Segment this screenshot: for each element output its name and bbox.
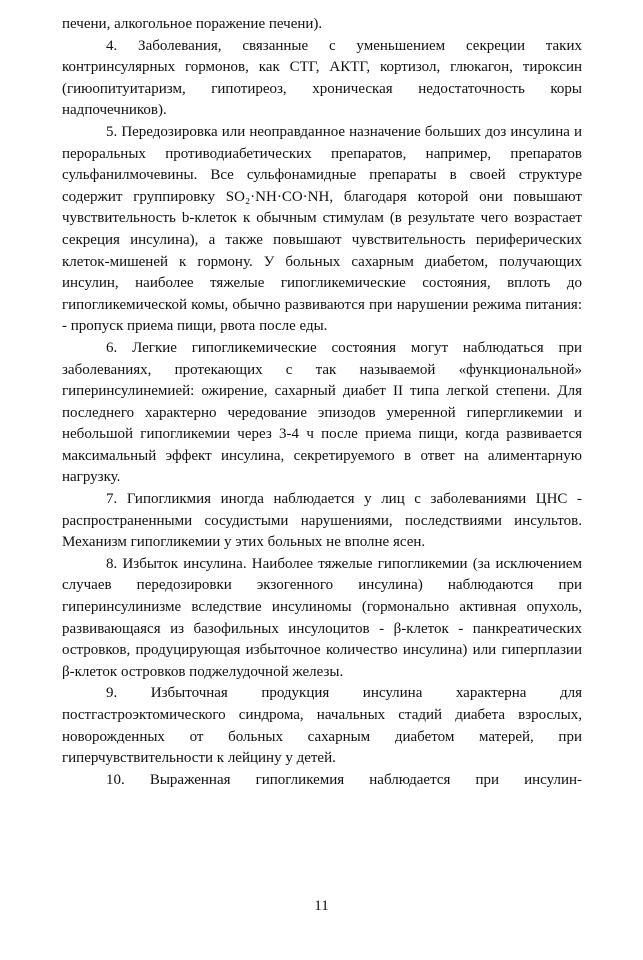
paragraph-item-7: 7. Гипогликмия иногда наблюдается у лиц с заболеваниями ЦНС - распространенными сосудистыми нарушениями, последствиями инсультов. Механизм гипогликемии у этих больных не вполне ясен. <box>62 491 582 551</box>
paragraph-item-9: 9. Избыточная продукция инсулина характерна для постгастроэктомического синдрома, начальных стадий диабета взрослых, новорожденных от больных сахарным диабетом матерей, при гиперчувствительности к лейцину у детей. <box>62 685 582 767</box>
paragraph-item-8: 8. Избыток инсулина. Наиболее тяжелые гипогликемии (за исключением случаев передозировки экзогенного инсулина) наблюдаются при гиперинсулинизме вследствие инсулиномы (гормонально активная опухоль, развивающаяся из базофильных инсулоцитов - β-клеток - панкреатических островков, продуцирующая избыточное количество инсулина) или гиперплазии β-клеток островков поджелудочной железы. <box>62 555 582 680</box>
paragraph-item-4: 4. Заболевания, связанные с уменьшением секреции таких контринсулярных гормонов, как СТГ, АКТГ, кортизол, глюкагон, тироксин (гиюопитуитаризм, гипотиреоз, хроническая недостаточность коры надпочечников). <box>62 37 582 119</box>
paragraph-continuation: печени, алкогольное поражение печени). <box>62 16 323 32</box>
paragraph-item-5: 5. Передозировка или неоправданное назначение больших доз инсулина и пероральных противодиабетических препаратов, например, препаратов сульфанилмочевины. Все сульфонамидные препараты в своей структуре содержит группировку SO₂·NH·CO·NH, благодаря которой они повышают чувствительность b-клеток к обычным стимулам (в результате чего возрастает секреция инсулина), а также повышают чувствительность периферических клеток-мишеней к гормону. У больных сахарным диабетом, получающих инсулин, наиболее тяжелые гипогликемические состояния, вплоть до гипогликемической комы, обычно развиваются при нарушении режима питания: - пропуск приема пищи, рвота после еды. <box>62 123 582 335</box>
paragraph-item-10: 10. Выраженная гипогликемия наблюдается при инсулин- <box>106 771 582 788</box>
page-number: 11 <box>314 898 329 914</box>
paragraph-item-6: 6. Легкие гипогликемические состояния могут наблюдаться при заболеваниях, протекающих с так называемой «функциональной» гиперинсулинемией: ожирение, сахарный диабет II типа легкой степени. Для последнего характерно чередование эпизодов умеренной гипергликемии и небольшой гипогликемии через 3-4 ч после приема пищи, когда развивается максимальный эффект инсулина, секретируемого в ответ на алиментарную нагрузку. <box>62 339 582 486</box>
body-text <box>62 14 582 791</box>
